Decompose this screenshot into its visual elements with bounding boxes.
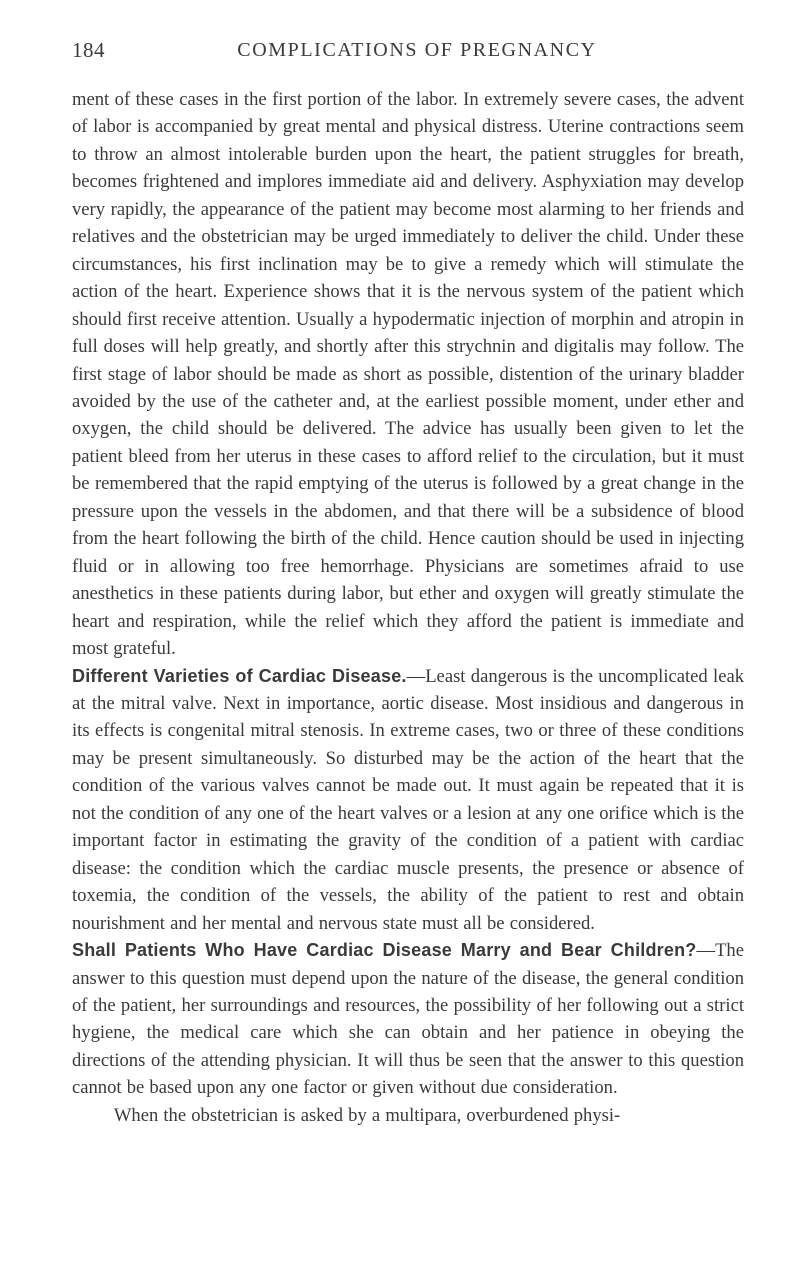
- paragraph-multipara: [72, 1102, 744, 1129]
- page-number: 184: [72, 38, 105, 62]
- paragraph-continuation: [72, 86, 744, 663]
- paragraph-cardiac-varieties: [72, 663, 744, 938]
- paragraph-marry-bear-children: [72, 937, 744, 1102]
- section-heading: Shall Patients Who Have Cardiac Disease Marry and Bear Children?: [72, 940, 697, 961]
- paragraph-text: ment of these cases in the first portion of the labor. In extremely severe cases, the advent of labor is accompanied by great mental and physical distress. Uterine contractions seem to throw an almost intolerable burden upon the heart, the patient struggles for breath, becomes frightened and implores immediate aid and delivery. Asphyxiation may develop very rapidly, the appearance of the patient may become most alarming to her friends and relatives and the obstetrician may be urged immediately to deliver the child. Under these circumstances, his first inclination may be to give a remedy which will stimulate the action of the heart. Experience shows that it is the nervous system of the patient which should first receive attention. Usually a hypodermatic injection of morphin and atropin in full doses will help greatly, and shortly after this strychnin and digitalis may follow. The first stage of labor should be made as short as possible, distention of the urinary bladder avoided by the use of the catheter and, at the earliest possible moment, under ether and oxygen, the child should be delivered. The advice has usually been given to let the patient bleed from her uterus in these cases to afford relief to the circulation, but it must be remembered that the rapid emptying of the uterus is followed by a great change in the pressure upon the vessels in the abdomen, and that there will be a subsidence of blood from the heart following the birth of the child. Hence caution should be used in injecting fluid or in allowing too free hemorrhage. Physicians are sometimes afraid to use anesthetics in these patients during labor, but ether and oxygen will greatly stimulate the heart and respiration, while the relief which they afford the patient is immediate and most grateful.: [72, 89, 744, 660]
- section-heading: Different Varieties of Cardiac Disease.: [72, 665, 407, 686]
- running-head: COMPLICATIONS OF PREGNANCY: [237, 39, 597, 61]
- paragraph-text: When the obstetrician is asked by a multipara, overburdened physi-: [113, 1104, 621, 1126]
- body-text: [72, 86, 744, 1129]
- page-header: [72, 38, 742, 68]
- paragraph-text: —Least dangerous is the uncomplicated leak at the mitral valve. Next in importance, aortic disease. Most insidious and dangerous in its effects is congenital mitral stenosis. In extreme cases, two or three of these conditions may be present simultaneously. So disturbed may be the action of the heart that the condition of the various valves cannot be made out. It must again be repeated that it is not the condition of any one of the heart valves or a lesion at any one orifice which is the important factor in estimating the gravity of the condition of a patient with cardiac disease: the condition which the cardiac muscle presents, the presence or absence of toxemia, the condition of the vessels, the ability of the patient to rest and obtain nourishment and her mental and nervous state must all be considered.: [72, 665, 744, 934]
- paragraph-text: —The answer to this question must depend upon the nature of the disease, the general condition of the patient, her surroundings and resources, the possibility of her following out a strict hygiene, the medical care which she can obtain and her patience in obeying the directions of the attending physician. It will thus be seen that the answer to this question cannot be based upon any one factor or given without due consideration.: [72, 940, 744, 1099]
